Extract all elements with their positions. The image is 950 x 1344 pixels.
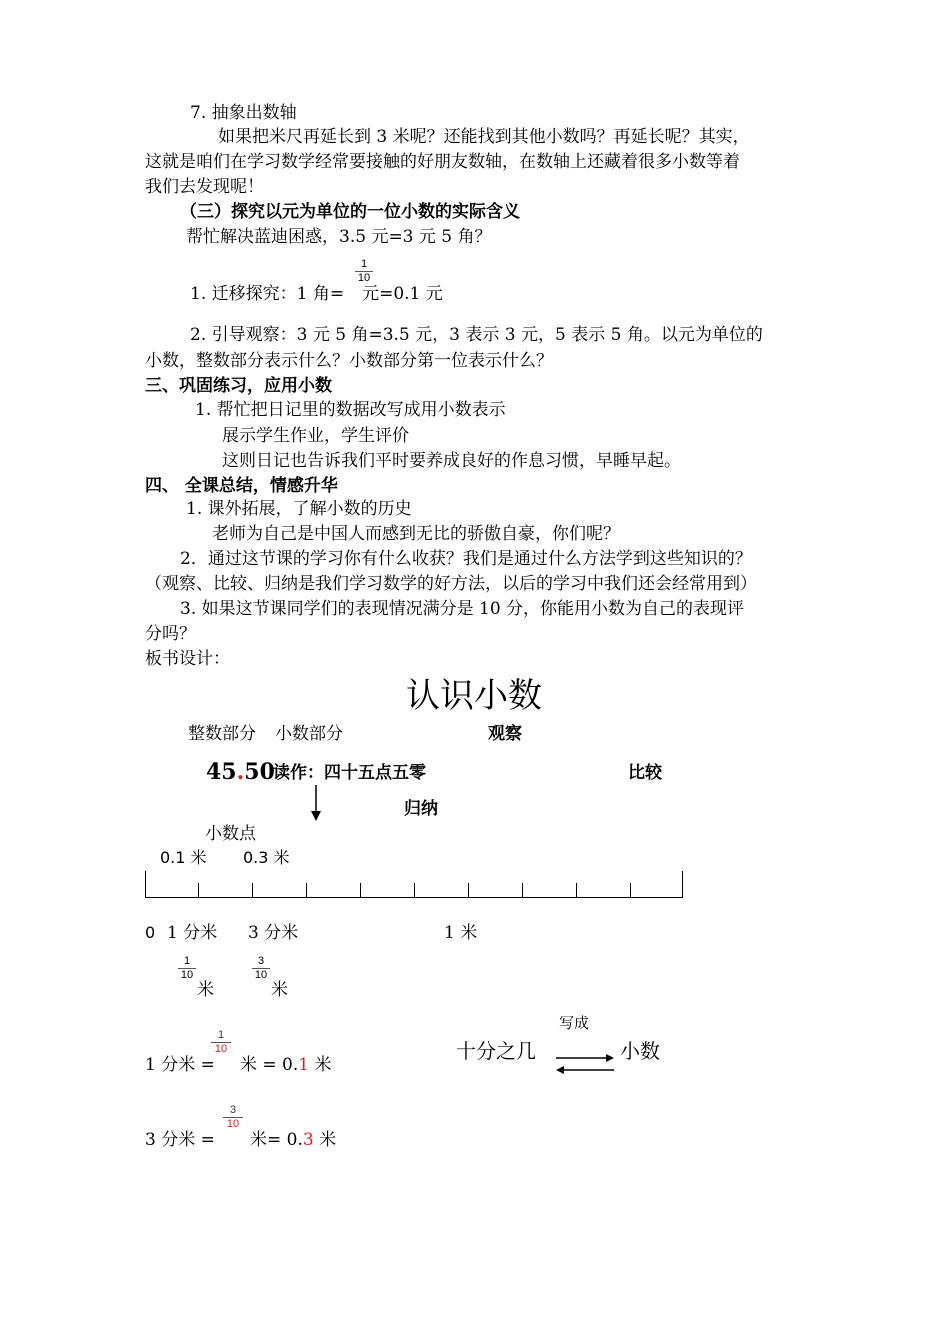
decimal-part-label: 小数部分 xyxy=(275,724,343,744)
unit-meter: 米 xyxy=(197,980,214,1000)
equation-highlight-digit: 1 xyxy=(298,1055,310,1075)
section-heading: 三、巩固练习，应用小数 xyxy=(145,376,332,396)
equation-1dm-left: 1 分米 = xyxy=(145,1055,215,1075)
axis-label-1dm: 1 分米 xyxy=(167,923,218,943)
compare-label: 比较 xyxy=(628,763,662,783)
paragraph-line: 我们去发现呢！ xyxy=(145,177,264,197)
equation-text: 米 xyxy=(309,1055,332,1075)
paragraph-line: 1. 帮忙把日记里的数据改写成用小数表示 xyxy=(195,400,506,420)
equation-3dm-right xyxy=(250,1128,336,1152)
induce-label: 归纳 xyxy=(404,799,438,819)
section-heading: 四、 全课总结，情感升华 xyxy=(145,476,338,496)
number-line-tick xyxy=(522,883,523,897)
fraction-three-tenths xyxy=(223,1104,243,1131)
axis-label-3dm: 3 分米 xyxy=(248,923,299,943)
number-line-tick xyxy=(306,883,307,897)
number-line-tick xyxy=(468,883,469,897)
down-arrow-icon xyxy=(306,783,326,823)
number-line-end-tick xyxy=(682,871,683,898)
integer-part-label: 整数部分 xyxy=(188,724,256,744)
number-line-tick xyxy=(252,883,253,897)
fraction-denominator: 10 xyxy=(357,272,371,284)
fraction-denominator: 10 xyxy=(214,1043,228,1055)
decimal-label: 小数 xyxy=(620,1039,660,1063)
write-as-label: 写成 xyxy=(559,1014,590,1032)
read-as-label: 读作：四十五点五零 xyxy=(273,763,426,783)
number-line-axis xyxy=(145,897,682,898)
double-arrow-icon xyxy=(554,1044,618,1078)
fraction-denominator: 10 xyxy=(180,969,194,981)
number-line-start-tick xyxy=(145,871,146,898)
paragraph-line: 如果把米尺再延长到 3 米呢？还能找到其他小数吗？再延长呢？其实， xyxy=(218,127,750,147)
transfer-explore-line xyxy=(190,282,443,306)
equation-text: 米 xyxy=(313,1130,337,1150)
board-title: 认识小数 xyxy=(406,676,542,716)
tick-label-0-1m: 0.1 米 xyxy=(160,848,207,867)
decimal-point-label: 小数点 xyxy=(205,824,256,844)
fraction-numerator: 3 xyxy=(229,1104,237,1116)
paragraph-line: 2．通过这节课的学习你有什么收获？我们是通过什么方法学到这些知识的？ xyxy=(180,549,752,569)
unit-meter: 米 xyxy=(271,980,288,1000)
equation-1dm-right xyxy=(240,1053,332,1077)
paragraph-line: 3. 如果这节课同学们的表现情况满分是 10 分，你能用小数为自己的表现评 xyxy=(180,599,745,619)
fraction-numerator: 1 xyxy=(217,1029,225,1041)
axis-label-zero: 0 xyxy=(145,923,156,942)
fraction-numerator: 3 xyxy=(257,955,265,967)
equation-3dm-left: 3 分米 = xyxy=(145,1130,215,1150)
paragraph-line: 这则日记也告诉我们平时要养成良好的作息习惯，早睡早起。 xyxy=(222,451,681,471)
transfer-explore-text: 1. 迁移探究：1 角= xyxy=(190,284,345,304)
step-7-heading: 7. 抽象出数轴 xyxy=(190,103,297,123)
paragraph-line: 2. 引导观察：3 元 5 角=3.5 元，3 表示 3 元，5 表示 5 角。以元为单位的 xyxy=(190,325,763,345)
fraction-one-tenth xyxy=(178,955,196,982)
fraction-denominator: 10 xyxy=(254,969,268,981)
example-number-decimal: 50 xyxy=(244,759,275,785)
fraction-denominator: 10 xyxy=(226,1118,240,1130)
example-number-integer: 45 xyxy=(206,759,237,785)
paragraph-line: 老师为自己是中国人而感到无比的骄傲自豪，你们呢？ xyxy=(212,524,620,544)
number-line-tick xyxy=(360,883,361,897)
equation-text: 米 = 0. xyxy=(240,1055,299,1075)
board-design-label: 板书设计： xyxy=(145,649,230,669)
equation-highlight-digit: 3 xyxy=(302,1130,314,1150)
tenths-label: 十分之几 xyxy=(456,1039,536,1063)
tick-label-0-3m: 0.3 米 xyxy=(243,848,290,867)
fraction-numerator: 1 xyxy=(183,955,191,967)
observe-label: 观察 xyxy=(488,724,522,744)
equation-text: 米= 0. xyxy=(250,1130,303,1150)
example-number-dot: . xyxy=(236,759,245,785)
section-heading: （三）探究以元为单位的一位小数的实际含义 xyxy=(180,202,520,222)
fraction-one-tenth xyxy=(355,258,373,285)
example-number xyxy=(206,757,275,787)
paragraph-line: 帮忙解决蓝迪困惑，3.5 元=3 元 5 角？ xyxy=(186,227,492,247)
number-line-tick xyxy=(576,883,577,897)
paragraph-line: 分吗？ xyxy=(145,624,196,644)
number-line-tick xyxy=(414,883,415,897)
paragraph-line: 这就是咱们在学习数学经常要接触的好朋友数轴，在数轴上还藏着很多小数等着 xyxy=(145,152,740,172)
fraction-one-tenth xyxy=(211,1029,231,1056)
paragraph-line: （观察、比较、归纳是我们学习数学的好方法，以后的学习中我们还会经常用到） xyxy=(145,574,757,594)
paragraph-line: 展示学生作业，学生评价 xyxy=(222,426,409,446)
axis-label-1m: 1 米 xyxy=(444,923,478,943)
number-line-tick xyxy=(630,883,631,897)
fraction-three-tenths xyxy=(252,955,270,982)
transfer-explore-result: 元=0.1 元 xyxy=(362,284,443,304)
number-line-tick xyxy=(198,883,199,897)
paragraph-line: 1. 课外拓展，了解小数的历史 xyxy=(186,499,412,519)
paragraph-line: 小数，整数部分表示什么？小数部分第一位表示什么？ xyxy=(145,351,553,371)
fraction-numerator: 1 xyxy=(360,258,368,270)
